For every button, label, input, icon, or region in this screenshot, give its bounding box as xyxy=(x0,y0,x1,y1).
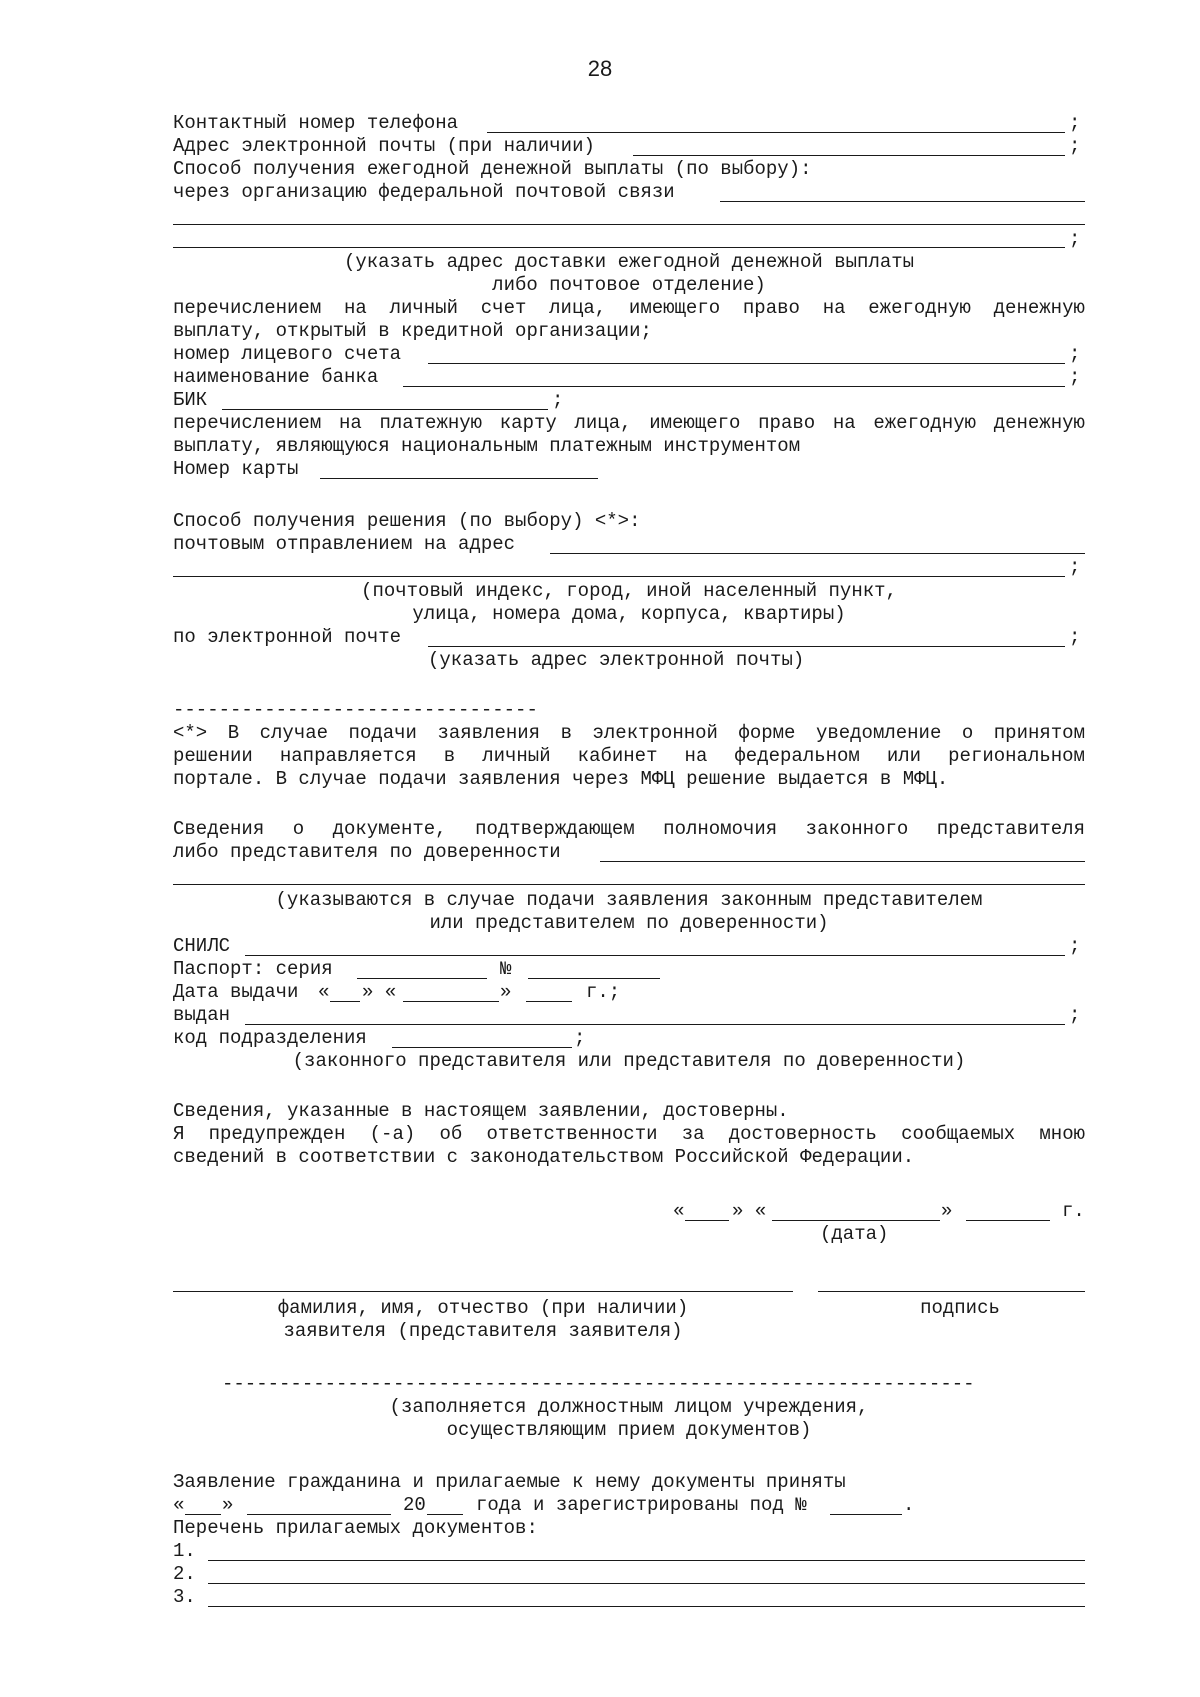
footnote-line-2 xyxy=(173,745,1085,768)
word: <*> xyxy=(173,722,208,744)
reg-month-field[interactable] xyxy=(247,1514,391,1515)
word: сообщаемых xyxy=(901,1123,1016,1145)
quote-open: « xyxy=(673,1200,685,1222)
word: личный xyxy=(389,297,458,319)
word: или xyxy=(886,745,922,767)
passport-number-field[interactable] xyxy=(528,978,660,979)
account-label: номер лицевого счета xyxy=(173,343,402,365)
representative-doc-field[interactable] xyxy=(600,861,1085,862)
word: мною xyxy=(1039,1123,1085,1145)
decision-mail-field[interactable] xyxy=(550,553,1085,554)
representative-line-1 xyxy=(173,818,1085,841)
word: уведомление xyxy=(815,722,942,744)
representative-hint-1: (указываются в случае подачи заявления законным представителем xyxy=(275,889,983,911)
semicolon: ; xyxy=(1069,343,1081,365)
certification-line-1: Сведения, указанные в настоящем заявлении, достоверны. xyxy=(173,1100,789,1122)
word: подачи xyxy=(348,722,417,744)
word: на xyxy=(684,745,708,767)
word: личный xyxy=(482,745,551,767)
semicolon: ; xyxy=(1069,626,1081,648)
decision-mail-hint-1: (почтовый индекс, город, иной населенный пункт, xyxy=(361,580,897,602)
word: в xyxy=(560,722,572,744)
name-hint-1: фамилия, имя, отчество (при наличии) xyxy=(277,1297,689,1319)
card-line-2: выплату, являющуюся национальным платежным инструментом xyxy=(173,435,801,457)
accepted-line: Заявление гражданина и прилагаемые к нему документы приняты xyxy=(173,1471,846,1493)
word: на xyxy=(822,297,846,319)
reg-year-field[interactable] xyxy=(427,1514,463,1515)
division-code-field[interactable] xyxy=(392,1047,572,1048)
documents-list-label: Перечень прилагаемых документов: xyxy=(173,1517,538,1539)
phone-field[interactable] xyxy=(487,132,1065,133)
official-hint-2: осуществляющим прием документов) xyxy=(446,1419,812,1441)
decision-email-field[interactable] xyxy=(428,646,1065,647)
bank-name-label: наименование банка xyxy=(173,366,379,388)
word: за xyxy=(681,1123,705,1145)
issue-month-field[interactable] xyxy=(403,1001,499,1002)
decision-email-label: по электронной почте xyxy=(173,626,402,648)
word: законного xyxy=(805,818,909,840)
word: о xyxy=(292,818,305,840)
snils-label: СНИЛС xyxy=(173,935,231,957)
year-suffix: г. xyxy=(1062,1200,1085,1222)
word: карту xyxy=(499,412,557,434)
certification-line-2 xyxy=(173,1123,1085,1146)
signature-hint: подпись xyxy=(920,1297,1000,1319)
word: ежегодную xyxy=(868,297,971,319)
semicolon: ; xyxy=(1069,366,1081,388)
semicolon: ; xyxy=(1069,1004,1081,1026)
word: (-а) xyxy=(369,1123,416,1145)
document-item-number: 1. xyxy=(173,1540,196,1562)
card-line-1 xyxy=(173,412,1085,435)
year-suffix: г.; xyxy=(586,981,621,1003)
sign-day-field[interactable] xyxy=(685,1220,729,1221)
decision-mail-field-2[interactable] xyxy=(173,576,1065,577)
word: ответственности xyxy=(486,1123,658,1145)
post-hint-1: (указать адрес доставки ежегодной денежной выплаты xyxy=(343,251,915,273)
bank-name-field[interactable] xyxy=(403,386,1065,387)
reg-day-field[interactable] xyxy=(185,1514,221,1515)
post-label: через организацию федеральной почтовой связи xyxy=(173,181,675,203)
quote-open: « xyxy=(318,981,330,1003)
decision-mail-label: почтовым отправлением на адрес xyxy=(173,533,516,555)
quote-mid: » « xyxy=(362,981,397,1003)
document-item-number: 3. xyxy=(173,1586,196,1608)
post-address-field-2[interactable] xyxy=(173,224,1085,225)
card-number-label: Номер карты xyxy=(173,458,299,480)
semicolon: ; xyxy=(1069,935,1081,957)
decision-email-hint: (указать адрес электронной почты) xyxy=(428,649,805,671)
official-separator: ------------------------------------------------------------------ xyxy=(222,1373,975,1395)
post-address-field-3[interactable] xyxy=(173,247,1065,248)
word: Я xyxy=(173,1123,185,1145)
reg-year-prefix: 20 xyxy=(403,1494,426,1516)
word: полномочия xyxy=(663,818,778,840)
card-number-field[interactable] xyxy=(320,478,598,479)
quote-close: » xyxy=(941,1200,953,1222)
word: право xyxy=(742,297,800,319)
representative-doc-field-2[interactable] xyxy=(173,884,1085,885)
date-hint: (дата) xyxy=(820,1223,889,1245)
passport-series-field[interactable] xyxy=(357,978,487,979)
bik-field[interactable] xyxy=(222,409,548,410)
word: электронной xyxy=(592,722,718,744)
sign-year-field[interactable] xyxy=(966,1220,1050,1221)
word: лица, xyxy=(549,297,607,319)
semicolon: ; xyxy=(1069,556,1081,578)
post-hint-2: либо почтовое отделение) xyxy=(492,274,766,296)
decision-method-label: Способ получения решения (по выбору) <*>: xyxy=(173,510,641,532)
word: региональном xyxy=(948,745,1085,767)
word: документе, xyxy=(332,818,447,840)
word: Сведения xyxy=(173,818,265,840)
certification-line-3: сведений в соответствии с законодательством Российской Федерации. xyxy=(173,1146,915,1168)
issued-by-field[interactable] xyxy=(245,1024,1065,1025)
page-number: 28 xyxy=(587,56,613,81)
phone-label: Контактный номер телефона xyxy=(173,112,459,134)
number-sign: № xyxy=(500,958,512,980)
word: имеющего xyxy=(628,297,721,319)
footnote-line-3: портале. В случае подачи заявления через МФЦ решение выдается в МФЦ. xyxy=(173,768,949,790)
word: ежегодную xyxy=(873,412,976,434)
word: направляется xyxy=(279,745,417,767)
word: на xyxy=(338,412,362,434)
word: счет xyxy=(480,297,527,319)
word: в xyxy=(443,745,456,767)
word: денежную xyxy=(993,297,1085,319)
issue-year-field[interactable] xyxy=(526,1001,572,1002)
word: случае xyxy=(259,722,329,744)
name-hint-2: заявителя (представителя заявителя) xyxy=(283,1320,683,1342)
representative-hint-2: или представителем по доверенности) xyxy=(429,912,829,934)
word: заявления xyxy=(437,722,541,744)
word: форме xyxy=(738,722,796,744)
word: денежную xyxy=(993,412,1085,434)
word: достоверность xyxy=(728,1123,877,1145)
document-item-number: 2. xyxy=(173,1563,196,1585)
issue-day-field[interactable] xyxy=(330,1001,360,1002)
semicolon: ; xyxy=(1069,228,1081,250)
reg-number-field[interactable] xyxy=(830,1514,902,1515)
division-code-label: код подразделения xyxy=(173,1027,367,1049)
word: платежную xyxy=(379,412,483,434)
word: перечислением xyxy=(173,412,322,434)
sign-month-field[interactable] xyxy=(772,1220,940,1221)
word: перечислением xyxy=(173,297,322,319)
bank-line-1 xyxy=(173,297,1085,320)
representative-line-2: либо представителя по доверенности xyxy=(173,841,561,863)
representative-hint-3: (законного представителя или представителя по доверенности) xyxy=(292,1050,966,1072)
bik-label: БИК xyxy=(173,389,208,411)
word: подтверждающем xyxy=(475,818,635,840)
word: принятом xyxy=(993,722,1085,744)
semicolon: ; xyxy=(574,1027,586,1049)
bank-line-2: выплату, открытый в кредитной организации; xyxy=(173,320,652,342)
document-item-field-1[interactable] xyxy=(208,1560,1085,1561)
quote-close: » xyxy=(500,981,512,1003)
footnote-line-1 xyxy=(173,722,1085,745)
payment-method-label: Способ получения ежегодной денежной выплаты (по выбору): xyxy=(173,158,812,180)
semicolon: ; xyxy=(552,389,564,411)
word: на xyxy=(344,297,367,319)
snils-field[interactable] xyxy=(245,955,1065,956)
word: предупрежден xyxy=(208,1123,346,1145)
quote-close: » xyxy=(222,1494,234,1516)
email-field[interactable] xyxy=(633,155,1065,156)
word: право xyxy=(758,412,816,434)
issue-date-label: Дата выдачи xyxy=(173,981,299,1003)
semicolon: ; xyxy=(1069,112,1081,134)
document-item-field-3[interactable] xyxy=(208,1606,1085,1607)
quote-open: « xyxy=(173,1494,185,1516)
semicolon: ; xyxy=(1069,135,1081,157)
official-hint-1: (заполняется должностным лицом учреждения, xyxy=(389,1396,869,1418)
account-field[interactable] xyxy=(428,363,1065,364)
word: об xyxy=(439,1123,463,1145)
word: В xyxy=(227,722,240,744)
post-address-field[interactable] xyxy=(720,201,1085,202)
issued-by-label: выдан xyxy=(173,1004,231,1026)
word: лица, xyxy=(574,412,632,434)
word: представителя xyxy=(936,818,1085,840)
word: имеющего xyxy=(649,412,741,434)
decision-mail-hint-2: улица, номера дома, корпуса, квартиры) xyxy=(412,603,846,625)
word: решении xyxy=(173,745,253,767)
word: федеральном xyxy=(734,745,860,767)
document-item-field-2[interactable] xyxy=(208,1583,1085,1584)
word: о xyxy=(961,722,974,744)
word: на xyxy=(832,412,856,434)
email-label: Адрес электронной почты (при наличии) xyxy=(173,135,595,157)
word: кабинет xyxy=(577,745,658,767)
passport-series-label: Паспорт: серия xyxy=(173,958,333,980)
footnote-separator: -------------------------------- xyxy=(173,699,538,721)
signature-field[interactable] xyxy=(818,1291,1085,1292)
quote-mid: » « xyxy=(732,1200,767,1222)
reg-text: года и зарегистрированы под № xyxy=(476,1494,807,1516)
period: . xyxy=(903,1494,915,1516)
applicant-name-field[interactable] xyxy=(173,1291,793,1292)
